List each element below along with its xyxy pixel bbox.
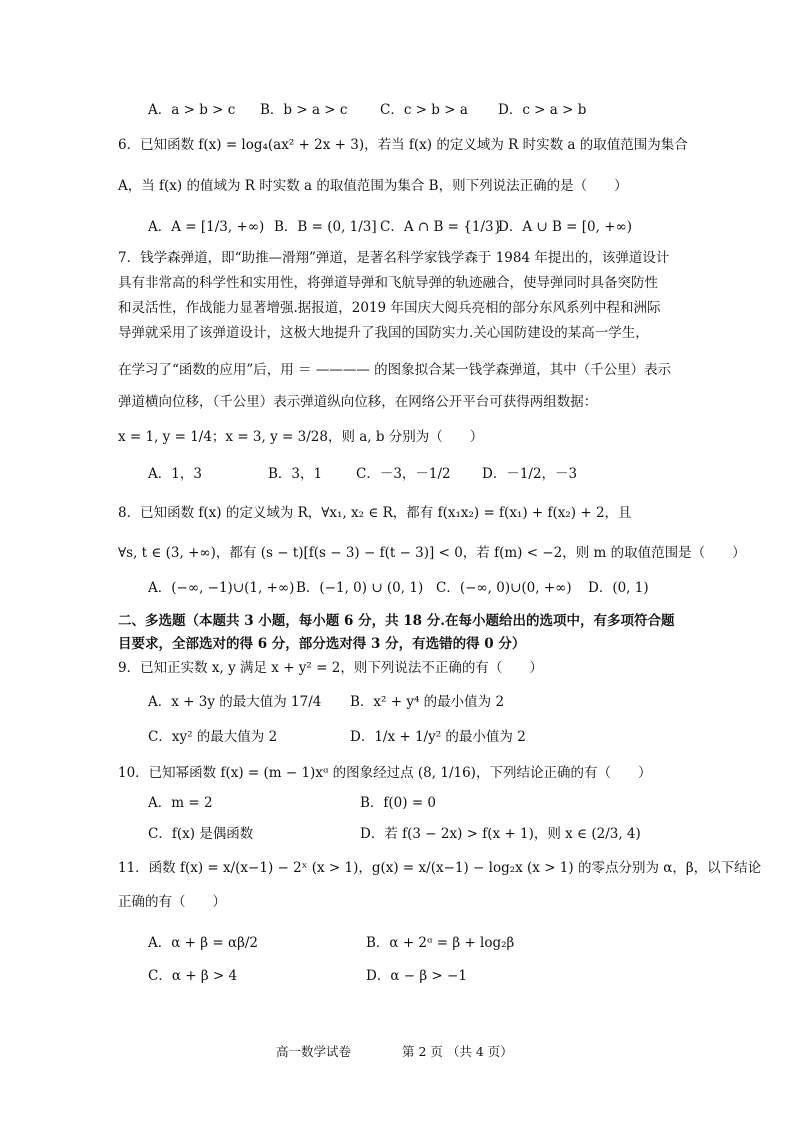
q7-option-a: A．1，3 xyxy=(148,466,202,482)
q9-stem: 9．已知正实数 x, y 满足 x + y² = 2，则下列说法不正确的有（ ） xyxy=(118,660,543,676)
q8-option-c: C．(−∞, 0)∪(0, +∞) xyxy=(436,580,572,596)
section2-heading-line2: 目要求，全部选对的得 6 分，部分选对得 3 分，有选错的得 0 分） xyxy=(118,636,526,652)
q10-option-a: A．m = 2 xyxy=(148,795,213,811)
q7-stem-line2: 具有非常高的科学性和实用性，将弹道导弹和飞航导弹的轨迹融合，使导弹同时具备突防性 xyxy=(118,275,658,291)
q11-option-d: D．α − β > −1 xyxy=(366,968,467,984)
q10-option-c: C．f(x) 是偶函数 xyxy=(148,826,254,842)
q7-option-d: D．－1/2，－3 xyxy=(482,466,578,482)
q10-option-d: D．若 f(3 − 2x) > f(x + 1)，则 x ∈ (2/3, 4) xyxy=(360,826,641,842)
q7-option-b: B．3，1 xyxy=(268,466,323,482)
q8-stem-line1: 8．已知函数 f(x) 的定义域为 R，∀x₁, x₂ ∈ R，都有 f(x₁x₂) = f(x₁) + f(x₂) + 2，且 xyxy=(118,505,632,521)
q6-stem-line2: A，当 f(x) 的值域为 R 时实数 a 的取值范围为集合 B，则下列说法正确的是（ ） xyxy=(118,178,628,194)
q6-option-b: B．B = (0, 1/3] xyxy=(274,219,377,235)
q7-stem-line5: 在学习了“函数的应用”后，用 ＝ ———— 的图象拟合某一钱学森弹道，其中（千公里）表示 xyxy=(118,362,672,378)
q11-stem-line2: 正确的有（ ） xyxy=(118,894,226,910)
q6-option-a: A．A = [1/3, +∞) xyxy=(148,219,265,235)
section2-heading-line1: 二、多选题（本题共 3 小题，每小题 6 分，共 18 分.在每小题给出的选项中，有多项符合题 xyxy=(118,613,675,629)
q9-option-b: B．x² + y⁴ 的最小值为 2 xyxy=(350,694,505,710)
q8-stem-line2: ∀s, t ∈ (3, +∞)，都有 (s − t)[f(s − 3) − f(t − 3)] < 0，若 f(m) < −2，则 m 的取值范围是（ ） xyxy=(118,545,746,561)
q6-option-d: D．A ∪ B = [0, +∞) xyxy=(498,219,633,235)
q9-option-d: D．1/x + 1/y² 的最小值为 2 xyxy=(350,729,526,745)
q7-stem-line1: 7．钱学森弹道，即“助推—滑翔”弹道，是著名科学家钱学森于 1984 年提出的，该弹道设计 xyxy=(118,250,670,266)
q11-option-c: C．α + β > 4 xyxy=(148,968,238,984)
q8-option-b: B．(−1, 0) ∪ (0, 1) xyxy=(296,580,424,596)
q10-stem: 10．已知幂函数 f(x) = (m − 1)xᵅ 的图象经过点 (8, 1/16)，下列结论正确的有（ ） xyxy=(118,765,652,781)
q5-option-d: D．c > a > b xyxy=(498,102,587,118)
q11-option-a: A．α + β = αβ/2 xyxy=(148,935,259,951)
q7-option-c: C．－3，－1/2 xyxy=(356,466,451,482)
q9-option-c: C．xy² 的最大值为 2 xyxy=(148,729,278,745)
q7-stem-line3: 和灵活性，作战能力显著增强.据报道，2019 年国庆大阅兵亮相的部分东风系列中程和洲际 xyxy=(118,300,661,316)
q7-stem-line7: x = 1, y = 1/4；x = 3, y = 3/28，则 a, b 分别为（ ） xyxy=(118,429,484,445)
q7-stem-line4: 导弹就采用了该弹道设计，这极大地提升了我国的国防实力.关心国防建设的某高一学生， xyxy=(118,325,649,341)
q8-option-d: D．(0, 1) xyxy=(588,580,649,596)
q8-option-a: A．(−∞, −1)∪(1, +∞) xyxy=(148,580,295,596)
q11-stem-line1: 11．函数 f(x) = x/(x−1) − 2ˣ (x > 1)，g(x) = x/(x−1) − log₂x (x > 1) 的零点分别为 α，β，以下结论 xyxy=(118,860,762,876)
q5-option-b: B．b > a > c xyxy=(260,102,348,118)
q6-option-c: C．A ∩ B = {1/3} xyxy=(380,219,503,235)
footer-title: 高一数学试卷 xyxy=(276,1044,352,1059)
q7-stem-line6: 弹道横向位移，（千公里）表示弹道纵向位移，在网络公开平台可获得两组数据： xyxy=(118,394,598,410)
q6-stem-line1: 6．已知函数 f(x) = log₄(ax² + 2x + 3)，若当 f(x) 的定义域为 R 时实数 a 的取值范围为集合 xyxy=(118,137,688,153)
q5-option-a: A．a > b > c xyxy=(148,102,236,118)
q5-option-c: C．c > b > a xyxy=(380,102,468,118)
footer-page-number: 第 2 页 （共 4 页） xyxy=(402,1044,513,1059)
q11-option-b: B．α + 2ᵅ = β + log₂β xyxy=(366,935,515,951)
q10-option-b: B．f(0) = 0 xyxy=(360,795,437,811)
q9-option-a: A．x + 3y 的最大值为 17/4 xyxy=(148,694,322,710)
